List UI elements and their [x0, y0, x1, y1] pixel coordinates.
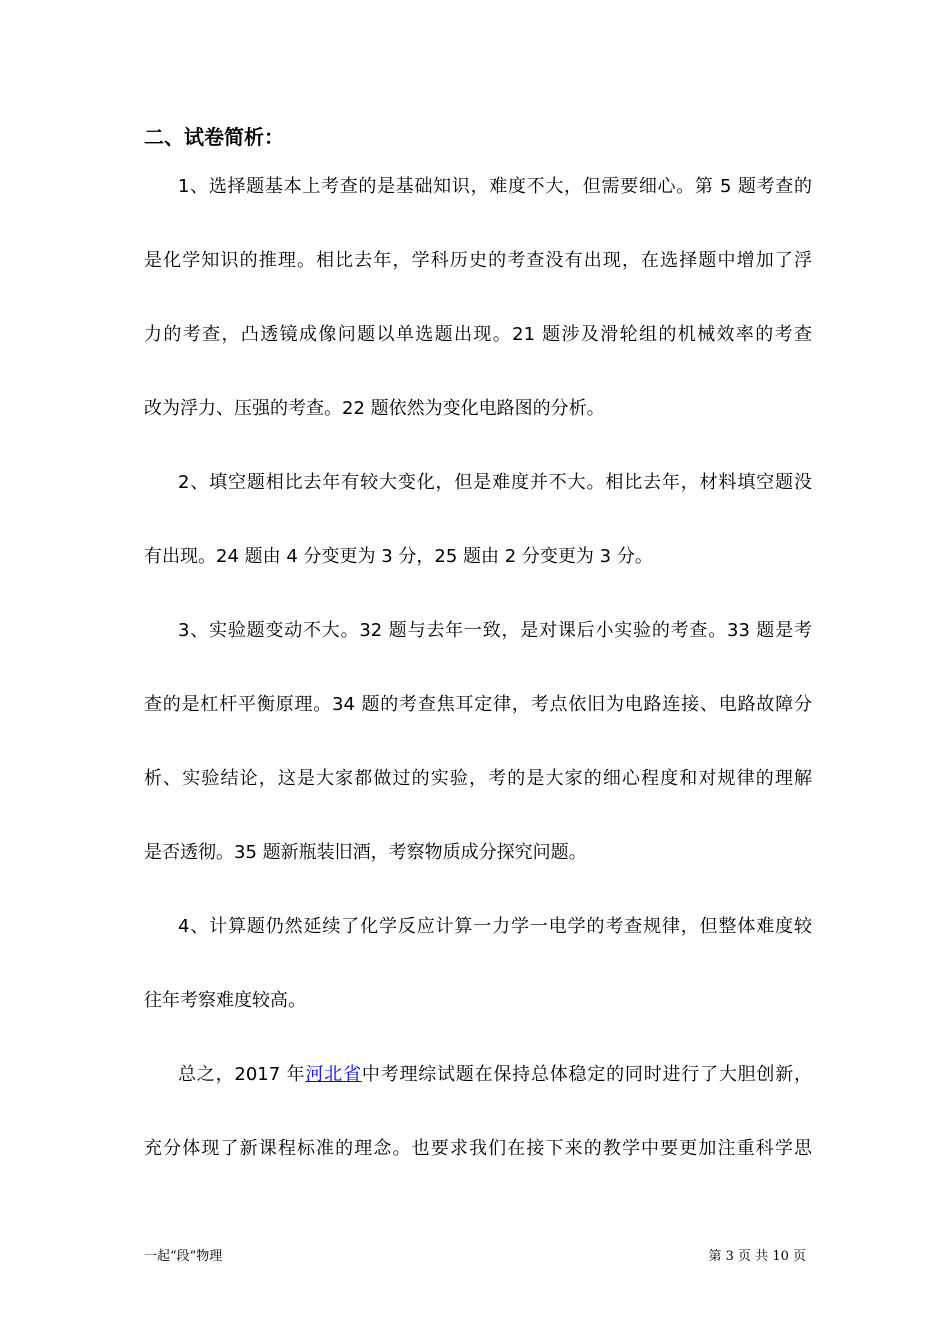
footer-title: 一起“段”物理	[144, 1249, 223, 1264]
summary-line	[144, 1060, 812, 1134]
paragraph-line: 力的考查，凸透镜成像问题以单选题出现。21 题涉及滑轮组的机械效率的考查	[144, 324, 812, 345]
hebei-link[interactable]: 河北省	[305, 1064, 362, 1085]
paragraph-line: 2、填空题相比去年有较大变化，但是难度并不大。相比去年，材料填空题没	[178, 472, 812, 493]
paragraph-line: 3、实验题变动不大。32 题与去年一致，是对课后小实验的考查。33 题是考	[178, 620, 812, 641]
paragraph-line: 4、计算题仍然延续了化学反应计算一力学一电学的考查规律，但整体难度较	[178, 916, 812, 937]
document-body	[144, 172, 812, 1208]
section-heading: 二、试卷简析：	[144, 125, 284, 149]
summary-suffix: 中考理综试题在保持总体稳定的同时进行了大胆创新，	[361, 1064, 813, 1085]
paragraph-line: 改为浮力、压强的考查。22 题依然为变化电路图的分析。	[144, 398, 605, 419]
paragraph-line: 往年考察难度较高。	[144, 990, 306, 1011]
page-number: 第 3 页 共 10 页	[708, 1249, 806, 1264]
paragraph-line: 析、实验结论，这是大家都做过的实验，考的是大家的细心程度和对规律的理解	[144, 768, 812, 789]
paragraph-line: 是化学知识的推理。相比去年，学科历史的考查没有出现，在选择题中增加了浮	[144, 250, 812, 271]
paragraph-line: 有出现。24 题由 4 分变更为 3 分，25 题由 2 分变更为 3 分。	[144, 546, 653, 567]
paragraph-line: 查的是杠杆平衡原理。34 题的考查焦耳定律，考点依旧为电路连接、电路故障分	[144, 694, 812, 715]
paragraph-line: 是否透彻。35 题新瓶装旧酒，考察物质成分探究问题。	[144, 842, 587, 863]
summary-prefix: 总之，2017 年	[178, 1064, 306, 1085]
paragraph-line: 充分体现了新课程标准的理念。也要求我们在接下来的教学中要更加注重科学思	[144, 1138, 812, 1159]
paragraph-line: 1、选择题基本上考查的是基础知识，难度不大，但需要细心。第 5 题考查的	[178, 176, 812, 197]
